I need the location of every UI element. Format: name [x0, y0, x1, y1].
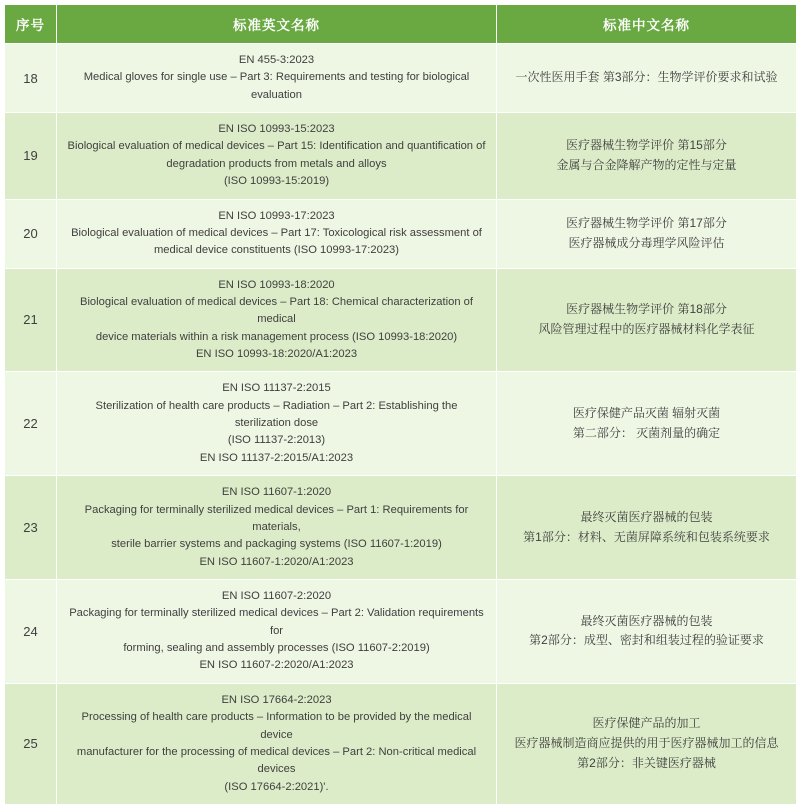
english-name-line: Packaging for terminally sterilized medical devices – Part 1: Requirements for materials,: [84, 503, 469, 533]
cell-english-name: [57, 199, 497, 268]
chinese-name-line: 医疗器械生物学评价 第15部分: [566, 138, 727, 152]
cell-number: 25: [5, 683, 57, 804]
table-row: [5, 683, 797, 804]
cell-number: 21: [5, 268, 57, 372]
table-row: [5, 268, 797, 372]
cell-english-name: [57, 579, 497, 683]
english-name-line: EN ISO 10993-17:2023: [218, 209, 335, 222]
english-name-line: medical device constituents (ISO 10993-17:2023): [153, 244, 400, 257]
english-name-line: sterile barrier systems and packaging systems (ISO 11607-1:2019): [111, 538, 442, 551]
cell-chinese-name: [497, 268, 797, 372]
english-name-line: EN ISO 11607-2:2020/A1:2023: [199, 659, 354, 672]
chinese-name-line: 医疗保健产品灭菌 辐射灭菌: [572, 405, 721, 420]
chinese-name-line: 医疗保健产品的加工: [592, 716, 701, 731]
english-name-line: (ISO 17664-2:2021)'.: [224, 780, 329, 793]
table-row: [5, 476, 797, 580]
cell-number: 24: [5, 579, 57, 683]
cell-number: 20: [5, 199, 57, 268]
table-row: [5, 113, 797, 199]
table-row: [5, 44, 797, 113]
english-name-line: device materials within a risk management process (ISO 10993-18:2020): [95, 330, 458, 343]
chinese-name-line: 最终灭菌医疗器械的包装: [580, 509, 713, 524]
english-name-line: EN ISO 11607-1:2020/A1:2023: [199, 555, 354, 568]
cell-english-name: [57, 683, 497, 804]
english-name-line: Biological evaluation of medical devices – Part 17: Toxicological risk assessment of: [71, 226, 482, 239]
chinese-name-line: 医疗器械成分毒理学风险评估: [568, 235, 725, 250]
cell-english-name: [57, 113, 497, 199]
chinese-name-line: 第二部分： 灭菌剂量的确定: [572, 425, 721, 440]
english-name-line: Sterilization of health care products – Radiation – Part 2: Establishing the sterilization dose: [95, 399, 458, 430]
table-row: [5, 199, 797, 268]
chinese-name-line: 医疗器械制造商应提供的用于医疗器械加工的信息: [514, 735, 779, 750]
cell-english-name: [57, 268, 497, 372]
cell-chinese-name: [497, 372, 797, 476]
english-name-line: EN ISO 10993-15:2023: [218, 123, 335, 136]
english-name-line: EN 455-3:2023: [238, 54, 315, 66]
chinese-name-line: 风险管理过程中的医疗器械材料化学表征: [538, 321, 755, 336]
cell-number: 18: [5, 44, 57, 113]
cell-chinese-name: [497, 476, 797, 580]
table-body: [5, 44, 797, 805]
english-name-line: Medical gloves for single use – Part 3: Requirements and testing for biological evaluation: [83, 71, 470, 101]
column-header-english-name: 标准英文名称: [57, 5, 497, 44]
english-name-line: degradation products from metals and alloys: [166, 157, 387, 170]
cell-chinese-name: [497, 44, 797, 113]
chinese-name-line: 金属与合金降解产物的定性与定量: [556, 157, 737, 172]
english-name-line: (ISO 10993-15:2019): [223, 175, 330, 188]
table-header: [5, 5, 797, 44]
english-name-line: Packaging for terminally sterilized medical devices – Part 2: Validation requirements for: [69, 607, 484, 637]
english-name-line: Biological evaluation of medical devices – Part 15: Identification and quantification of: [67, 140, 486, 153]
column-header-number: 序号: [5, 5, 57, 44]
cell-chinese-name: [497, 683, 797, 804]
cell-english-name: [57, 372, 497, 476]
column-header-chinese-name: 标准中文名称: [497, 5, 797, 44]
english-name-line: EN ISO 11607-2:2020: [221, 589, 332, 602]
table-row: [5, 372, 797, 476]
english-name-line: EN ISO 17664-2:2023: [221, 693, 332, 706]
english-name-line: manufacturer for the processing of medical devices – Part 2: Non-critical medical devices: [76, 745, 477, 776]
english-name-line: EN ISO 11607-1:2020: [221, 486, 332, 499]
english-name-line: Biological evaluation of medical devices – Part 18: Chemical characterization of medical: [79, 295, 473, 326]
chinese-name-line: 第2部分：非关键医疗器械: [577, 755, 716, 770]
standards-table: [4, 4, 797, 805]
english-name-line: EN ISO 10993-18:2020: [218, 278, 335, 291]
chinese-name-line: 一次性医用手套 第3部分：生物学评价要求和试验: [515, 70, 778, 85]
cell-chinese-name: [497, 113, 797, 199]
chinese-name-line: 医疗器械生物学评价 第17部分: [566, 215, 727, 230]
chinese-name-line: 医疗器械生物学评价 第18部分: [566, 302, 727, 317]
table-row: [5, 579, 797, 683]
chinese-name-line: 最终灭菌医疗器械的包装: [580, 613, 713, 628]
cell-number: 23: [5, 476, 57, 580]
cell-english-name: [57, 44, 497, 113]
english-name-line: Processing of health care products – Information to be provided by the medical device: [81, 711, 472, 741]
english-name-line: EN ISO 11137-2:2015/A1:2023: [199, 451, 354, 464]
cell-english-name: [57, 476, 497, 580]
chinese-name-line: 第1部分：材料、无菌屏障系统和包装系统要求: [523, 529, 770, 544]
english-name-line: forming, sealing and assembly processes (ISO 11607-2:2019): [123, 642, 430, 655]
english-name-line: EN ISO 11137-2:2015: [222, 382, 331, 395]
cell-number: 19: [5, 113, 57, 199]
cell-chinese-name: [497, 199, 797, 268]
cell-chinese-name: [497, 579, 797, 683]
english-name-line: (ISO 11137-2:2013): [227, 434, 326, 447]
chinese-name-line: 第2部分：成型、密封和组装过程的验证要求: [529, 633, 764, 648]
cell-number: 22: [5, 372, 57, 476]
table-header-row: [5, 5, 797, 44]
english-name-line: EN ISO 10993-18:2020/A1:2023: [195, 348, 358, 361]
